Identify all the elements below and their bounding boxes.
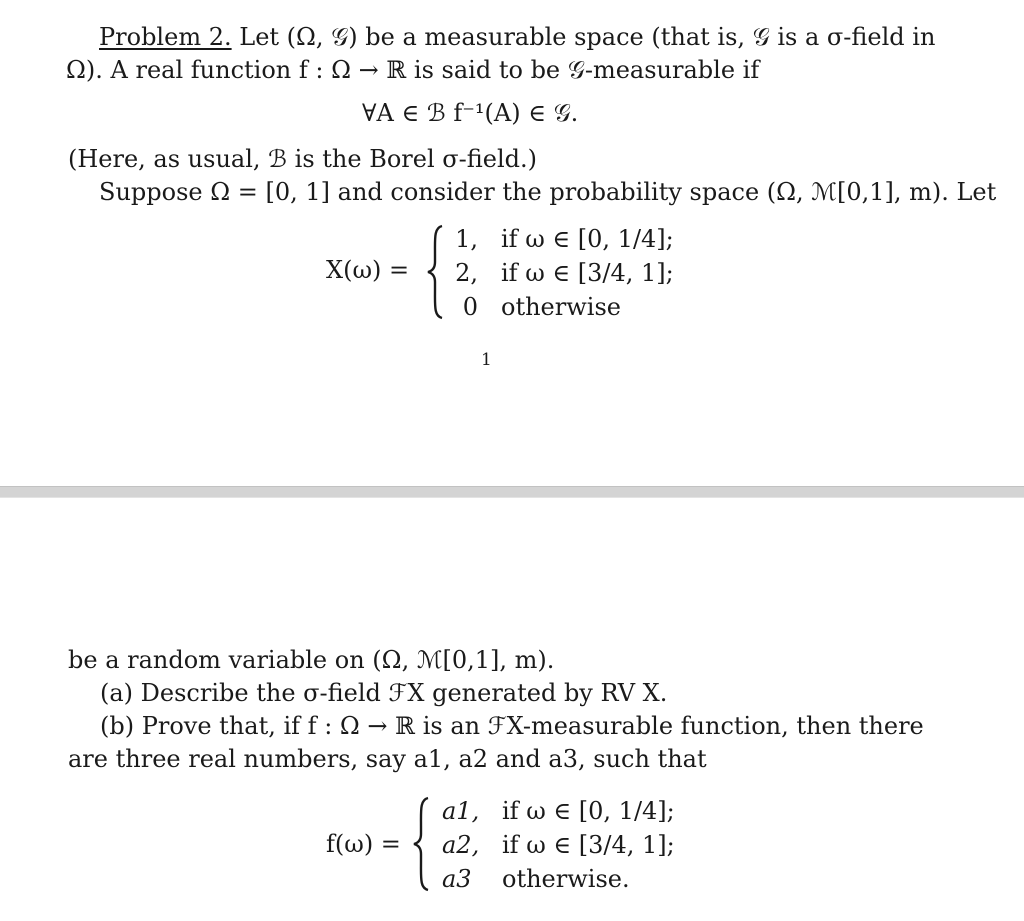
pdf-page-2 [0, 498, 1024, 921]
random-variable-line: be a random variable on (Ω, ℳ[0,1], m). [68, 646, 555, 674]
part-b-question-line-1: (b) Prove that, if f : Ω → ℝ is an ℱX-measurable function, then there [100, 712, 924, 740]
problem-label: Problem 2. [99, 23, 232, 51]
problem-statement-line-1 [99, 22, 935, 52]
left-brace-icon [426, 224, 446, 320]
x-condition-2: if ω ∈ [3/4, 1]; [501, 259, 674, 287]
probability-space-line: Suppose Ω = [0, 1] and consider the probability space (Ω, ℳ[0,1], m). Let [99, 178, 997, 206]
x-definition-lhs: X(ω) = [326, 256, 410, 284]
x-condition-3: otherwise [501, 293, 621, 321]
x-condition-1: if ω ∈ [0, 1/4]; [501, 225, 674, 253]
page-number: 1 [481, 350, 492, 370]
f-condition-2: if ω ∈ [3/4, 1]; [502, 831, 675, 859]
borel-remark: (Here, as usual, ℬ is the Borel σ-field.) [68, 145, 538, 173]
x-conditions-column [501, 222, 674, 324]
problem-line-1-text: Let (Ω, 𝒢) be a measurable space (that is, 𝒢 is a σ-field in [239, 23, 936, 51]
f-value-2: a2, [442, 831, 480, 859]
part-b-question-line-2: are three real numbers, say a1, a2 and a3, such that [68, 745, 707, 773]
f-value-3: a3 [442, 865, 472, 893]
part-a-question: (a) Describe the σ-field ℱX generated by RV X. [100, 679, 668, 707]
left-brace-icon [412, 796, 432, 892]
x-value-3: 0 [462, 293, 478, 321]
problem-statement-line-2: Ω). A real function f : Ω → ℝ is said to be 𝒢-measurable if [66, 56, 760, 84]
x-values-column [452, 222, 478, 324]
f-definition-lhs: f(ω) = [326, 830, 401, 858]
f-conditions-column [502, 794, 675, 896]
f-condition-1: if ω ∈ [0, 1/4]; [502, 797, 675, 825]
measurability-condition-equation: ∀A ∈ ℬ f⁻¹(A) ∈ 𝒢. [362, 99, 579, 127]
page-separator [0, 486, 1024, 498]
f-condition-3: otherwise. [502, 865, 630, 893]
x-value-1: 1, [455, 225, 478, 253]
x-value-2: 2, [455, 259, 478, 287]
f-values-column [442, 794, 479, 896]
f-value-1: a1, [442, 797, 480, 825]
